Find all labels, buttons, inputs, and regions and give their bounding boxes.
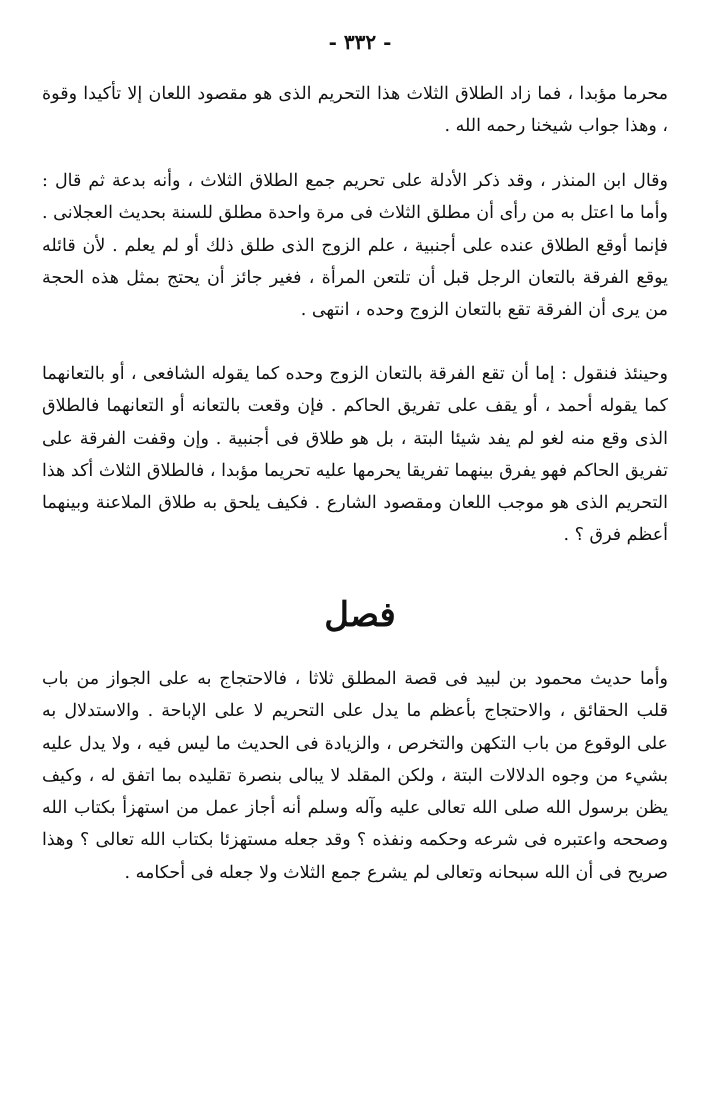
paragraph-4: وأما حديث محمود بن لبيد فى قصة المطلق ثلاثا ، فالاحتجاج به على الجواز من باب قلب الحقائق ، والاحتجاج بأعظم ما يدل على التحريم لا على الإباحة . والاستدلال به على الوقوع من باب التكهن والتخرص ، والزيادة فى الحديث ما ليس فيه ، ولا يدل عليه بشيء من وجوه الدلالات البتة ، ولكن المقلد لا يبالى بنصرة تقليده بما اتفق له ، وكيف يظن برسول الله صلى الله تعالى عليه وآله وسلم أنه أجاز عمل من استهزأ بكتاب الله وصححه واعتبره فى شرعه وحكمه ونفذه ؟ وقد جعله مستهزئا بكتاب الله تعالى ؟ وهذا صريح فى أن الله سبحانه وتعالى لم يشرع جمع الثلاث ولا جعله فى أحكامه . — [42, 669, 668, 883]
paragraph-1: محرما مؤبدا ، فما زاد الطلاق الثلاث هذا التحريم الذى هو مقصود اللعان إلا تأكيدا وقوة ، وهذا جواب شيخنا رحمه الله . — [42, 84, 668, 137]
page-number: - ٣٣٢ - — [328, 30, 392, 54]
paragraph-3: وحينئذ فنقول : إما أن تقع الفرقة بالتعان الزوج وحده كما يقوله الشافعى ، أو بالتعانهما كما يقوله أحمد ، أو يقف على تفريق الحاكم . فإن وقعت بالتعانه أو التعانهما فالطلاق الذى وقع منه لغو لم يفد شيئا البتة ، بل هو طلاق فى أجنبية . وإن وقفت الفرقة على تفريق الحاكم فهو يفرق بينهما تفريقا يحرمها عليه تحريما مؤبدا ، فالطلاق الثلاث أكد هذا التحريم الذى هو موجب اللعان ومقصود الشارع . فكيف يلحق به طلاق الملاعنة وبينهما أعظم فرق ؟ . — [42, 364, 668, 546]
section-heading: فصل — [324, 595, 396, 635]
paragraph-2: وقال ابن المنذر ، وقد ذكر الأدلة على تحريم جمع الطلاق الثلاث ، وأنه بدعة ثم قال : وأما ما اعتل به من رأى أن مطلق الثلاث فى مرة واحدة مطلق للسنة بحديث العجلانى . فإنما أوقع الطلاق عنده على أجنبية ، علم الزوج الذى طلق ذلك أو لم يعلم . لأن قائله يوقع الفرقة بالتعان الرجل قبل أن تلتعن المرأة ، فغير جائز أن يحتج بمثل هذه الحجة من يرى أن الفرقة تقع بالتعان الزوج وحده ، انتهى . — [42, 171, 668, 321]
